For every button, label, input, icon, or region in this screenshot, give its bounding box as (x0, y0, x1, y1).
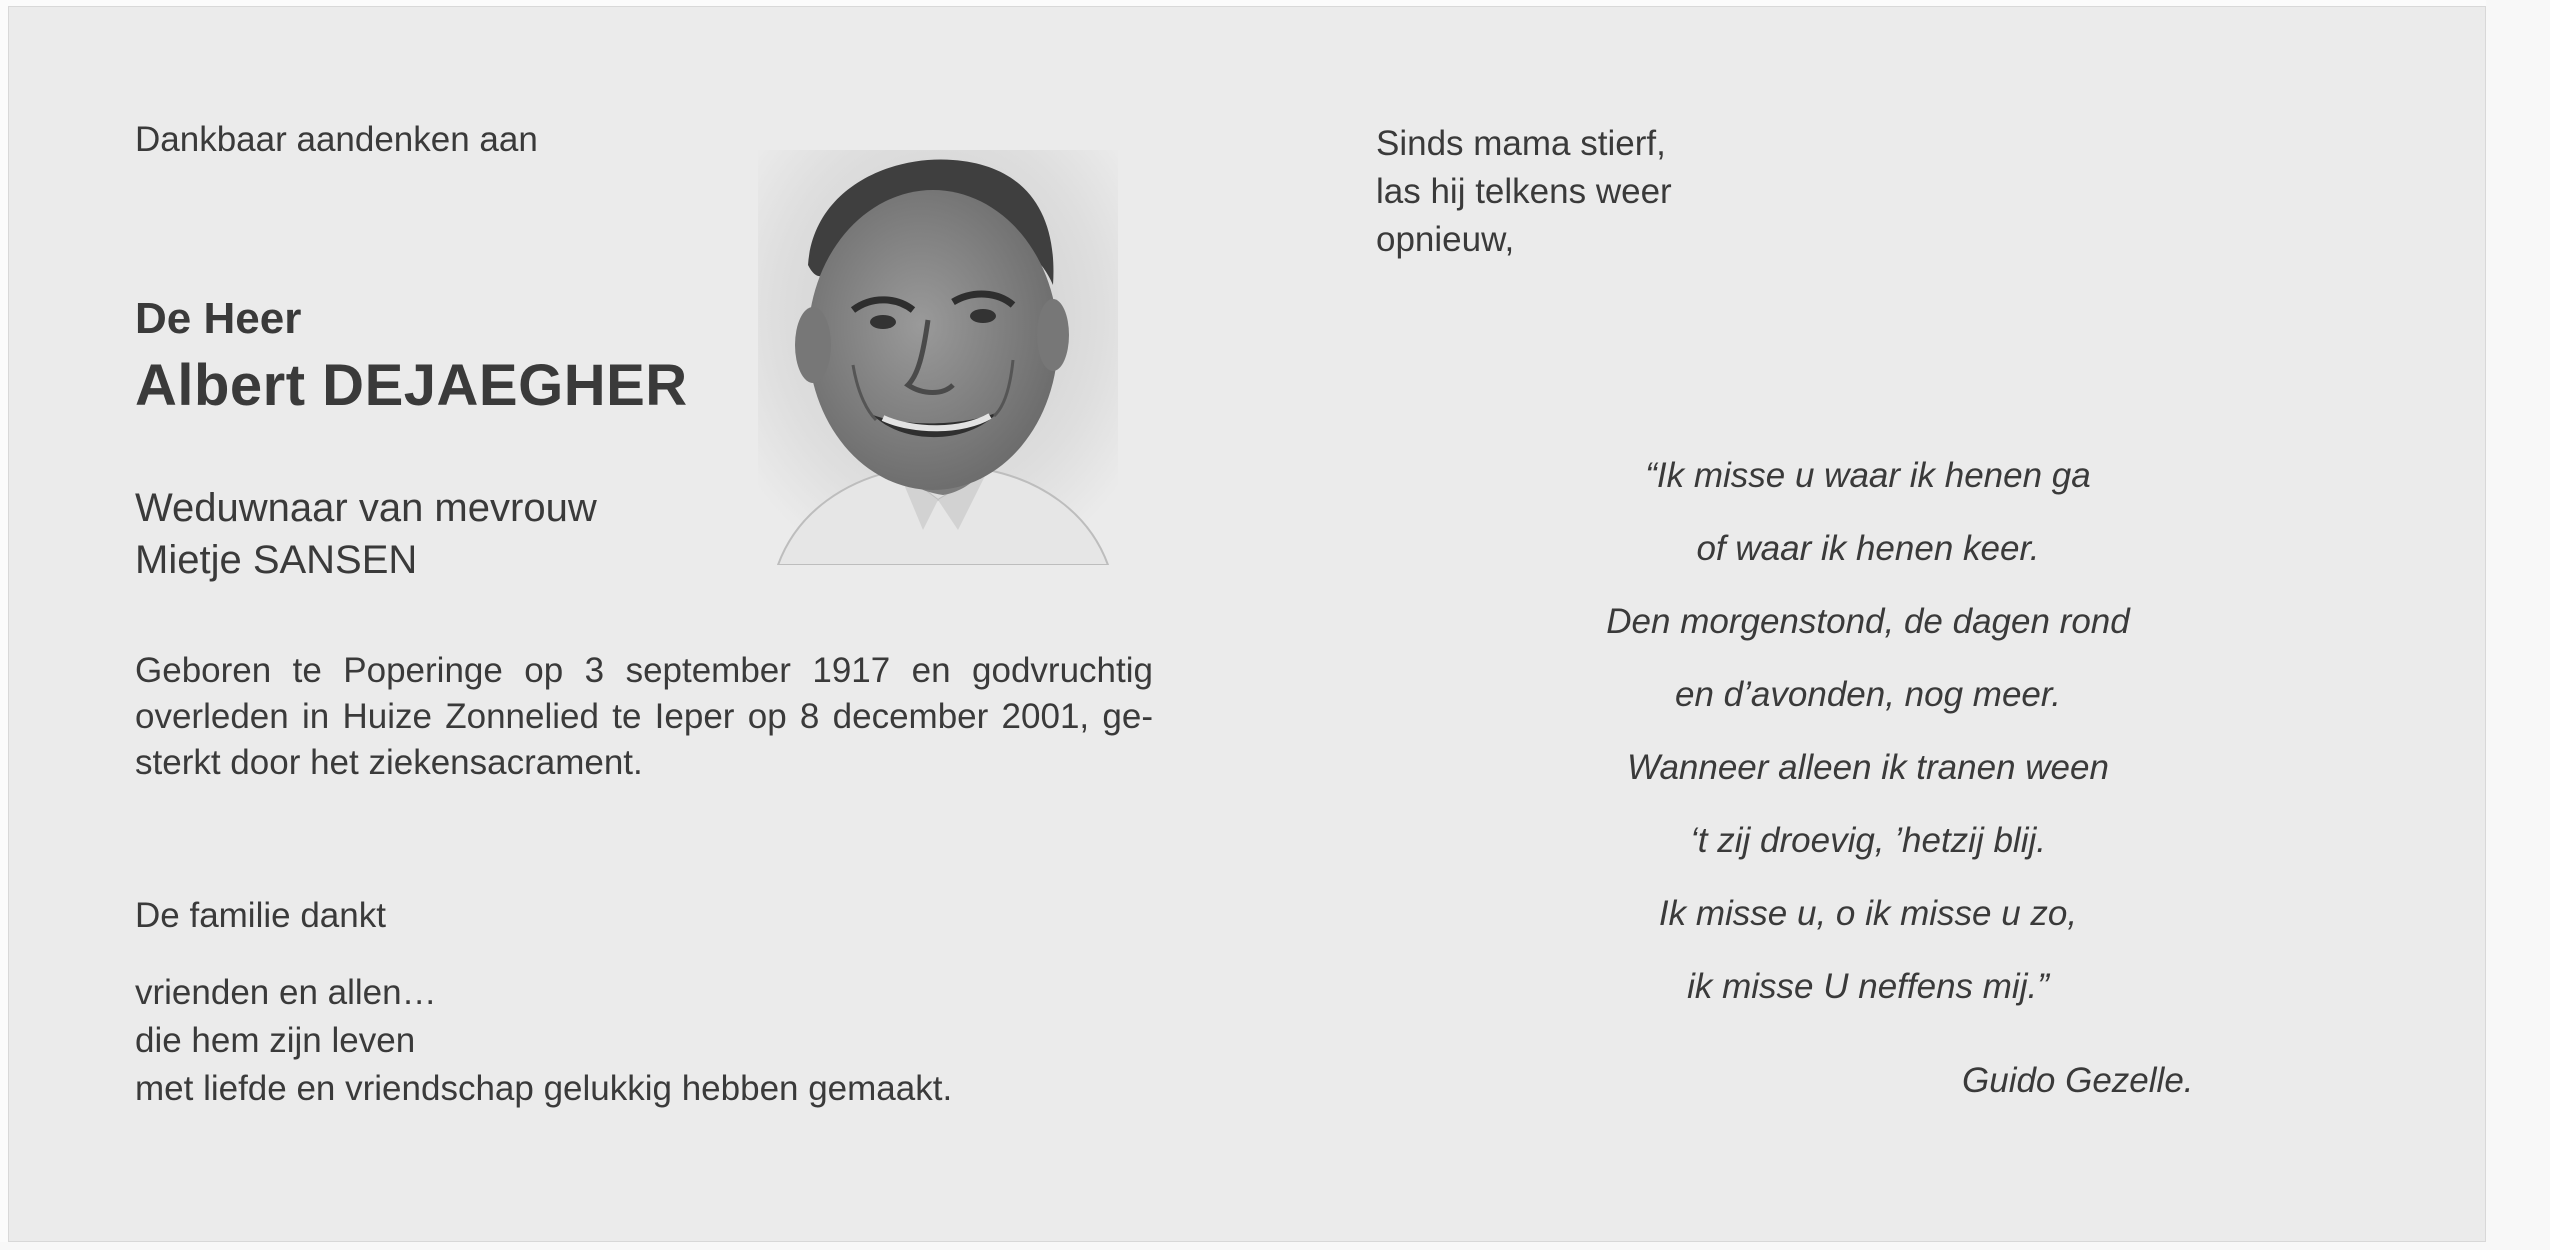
poem-line: “Ik misse u waar ik henen ga (1645, 456, 2091, 495)
poem-author: Guido Gezelle. (1962, 1061, 2194, 1100)
friends-line: vrienden en allen… (135, 973, 437, 1012)
scan-border-right (2486, 0, 2550, 1250)
friends-line: die hem zijn leven (135, 1021, 416, 1060)
poem-line: ik misse U neffens mij.” (1687, 967, 2049, 1006)
right-intro-block (1376, 120, 1672, 264)
spouse-line: Mietje SANSEN (135, 538, 418, 582)
right-intro-line: las hij telkens weer (1376, 172, 1672, 211)
deceased-name: Albert DEJAEGHER (135, 353, 688, 418)
poem-line: Ik misse u, o ik misse u zo, (1658, 894, 2078, 933)
bio-line: sterkt door het ziekensacrament. (135, 743, 643, 782)
portrait-photo (758, 150, 1118, 565)
poem-line: ‘t zij droevig, ’hetzij blij. (1690, 821, 2046, 860)
bio-line: overleden in Huize Zonnelied te Ieper op 8 december 2001, ge- (135, 697, 1153, 736)
spouse-block (135, 482, 597, 586)
friends-block (135, 969, 952, 1113)
scan-border-bottom (0, 1242, 2550, 1250)
family-thanks: De familie dankt (135, 896, 386, 935)
honorific-title: De Heer (135, 294, 302, 343)
poem-line: en d’avonden, nog meer. (1675, 675, 2061, 714)
poem-line: of waar ik henen keer. (1696, 529, 2040, 568)
spouse-line: Weduwnaar van mevrouw (135, 486, 597, 530)
right-intro-line: opnieuw, (1376, 220, 1515, 259)
friends-line: met liefde en vriendschap gelukkig hebben gemaakt. (135, 1069, 953, 1108)
portrait-photo-icon (758, 150, 1118, 565)
intro-text: Dankbaar aandenken aan (135, 120, 538, 159)
poem-line: Den morgenstond, de dagen rond (1606, 602, 2130, 641)
bio-line: Geboren te Poperinge op 3 september 1917 en godvruchtig (135, 651, 1153, 690)
poem-line: Wanneer alleen ik tranen ween (1627, 748, 2109, 787)
biography-paragraph (135, 648, 1153, 786)
poem (1508, 451, 2228, 1035)
memorial-card (8, 6, 2486, 1242)
right-intro-line: Sinds mama stierf, (1376, 124, 1666, 163)
